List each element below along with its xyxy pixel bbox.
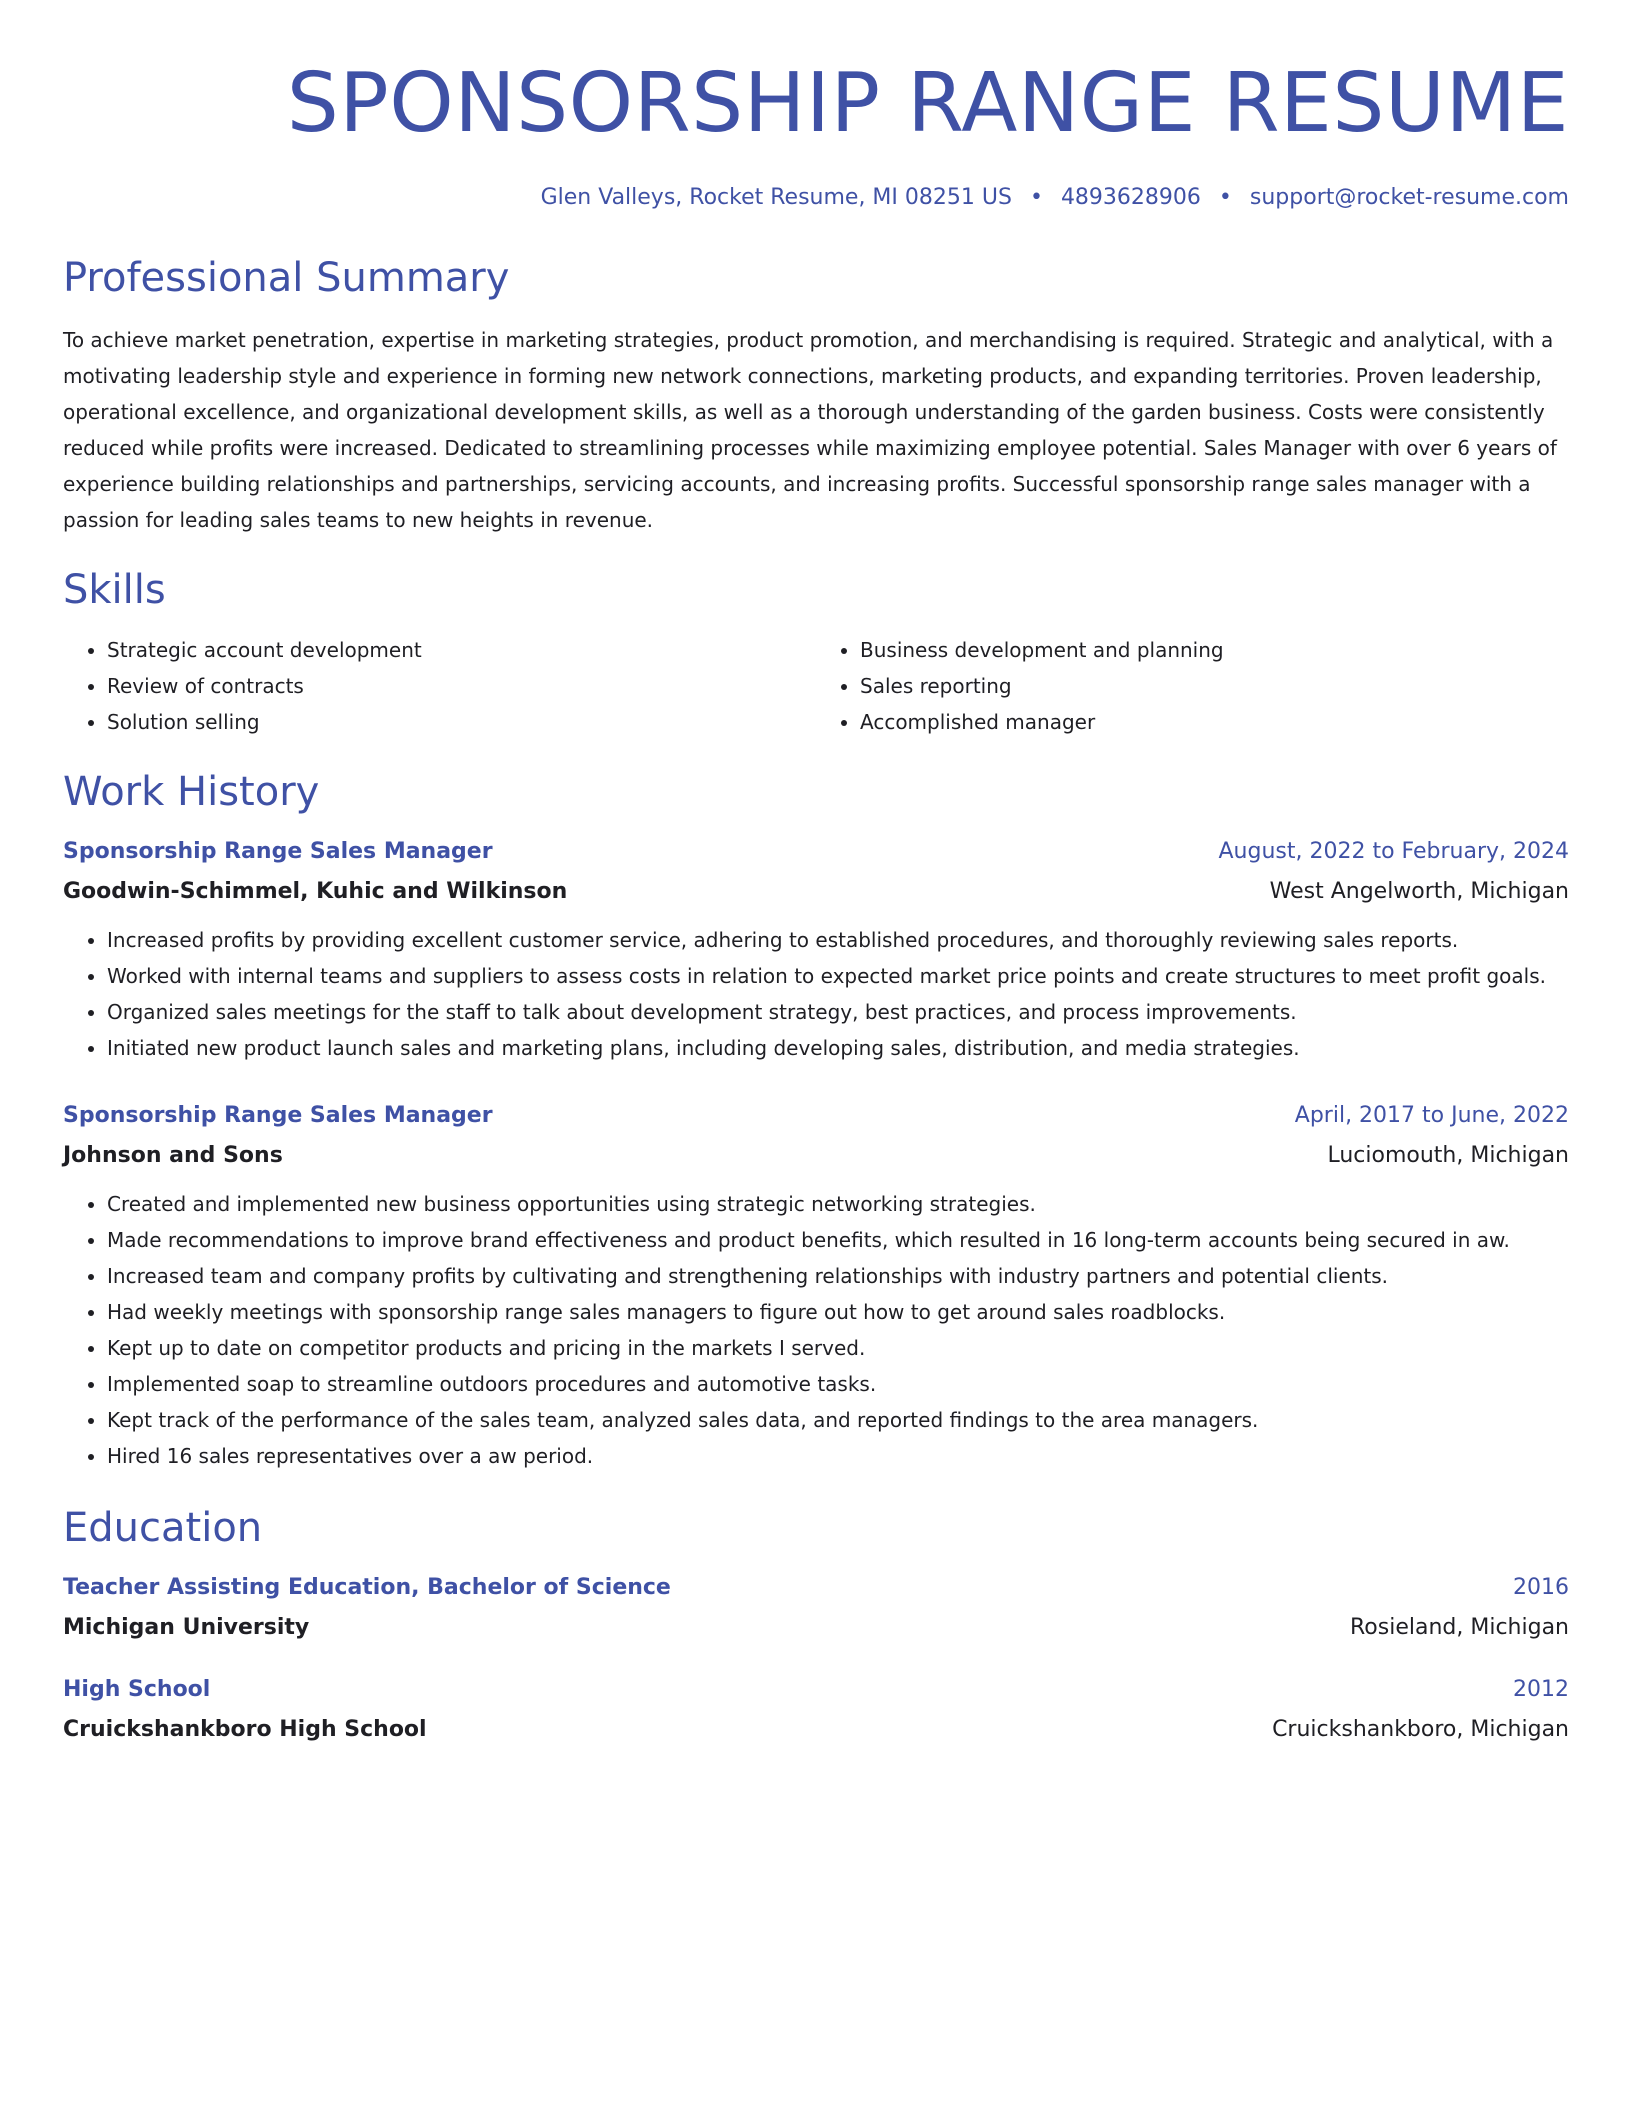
job-bullet: • Hired 16 sales representatives over a aw period. (107, 1438, 1569, 1474)
job-bullet: • Kept up to date on competitor products and pricing in the markets I served. (107, 1330, 1569, 1366)
education-entry (63, 1674, 1569, 1746)
skill-item: • Review of contracts (107, 668, 816, 704)
job-subheader (63, 868, 1569, 908)
job-role: Sponsorship Range Sales Manager (63, 1103, 493, 1128)
education-school: Cruickshankboro High School (63, 1717, 427, 1742)
job-bullets (63, 1186, 1569, 1474)
education-subheader (63, 1706, 1569, 1746)
skill-item: • Sales reporting (860, 668, 1569, 704)
job-bullet: • Created and implemented new business opportunities using strategic networking strategies. (107, 1186, 1569, 1222)
education-header (63, 1674, 1569, 1706)
education-header (63, 1572, 1569, 1604)
skills-column-right (816, 632, 1569, 740)
education-school: Michigan University (63, 1615, 310, 1640)
contact-email: support@rocket-resume.com (1249, 185, 1569, 210)
education-year: 2016 (1513, 1575, 1569, 1600)
job-bullet: • Had weekly meetings with sponsorship range sales managers to figure out how to get around sales roadblocks. (107, 1294, 1569, 1330)
education-heading: Education (63, 1505, 263, 1551)
education-degree: High School (63, 1677, 211, 1702)
job-dates: April, 2017 to June, 2022 (1294, 1103, 1569, 1128)
education-location: Cruickshankboro, Michigan (1272, 1717, 1569, 1742)
job-bullet: • Kept track of the performance of the sales team, analyzed sales data, and reported findings to the area managers. (107, 1402, 1569, 1438)
skill-item: • Business development and planning (860, 632, 1569, 668)
job-company: Johnson and Sons (63, 1143, 283, 1168)
job-bullet: • Implemented soap to streamline outdoors procedures and automotive tasks. (107, 1366, 1569, 1402)
job-subheader (63, 1132, 1569, 1172)
skill-item: • Strategic account development (107, 632, 816, 668)
education-subheader (63, 1604, 1569, 1644)
education-degree: Teacher Assisting Education, Bachelor of Science (63, 1575, 671, 1600)
summary-text: To achieve market penetration, expertise in marketing strategies, product promotion, and merchandising is required. Strategic and analytical, with a motivating leadership style and experience in forming new network connections, marketing products, and expanding territories. Proven leadership, operational excellence, and organizational development skills, as well as a thorough understanding of the garden business. Costs were consistently reduced while profits were increased. Dedicated to streamlining processes while maximizing employee potential. Sales Manager with over 6 years of experience building relationships and partnerships, servicing accounts, and increasing profits. Successful sponsorship range sales manager with a passion for leading sales teams to new heights in revenue. (63, 328, 1557, 532)
education-year: 2012 (1513, 1677, 1569, 1702)
job-bullets (63, 922, 1569, 1066)
job-location: Luciomouth, Michigan (1327, 1143, 1569, 1168)
job-entry (63, 1100, 1569, 1474)
job-bullet: • Organized sales meetings for the staff to talk about development strategy, best practices, and process improvements. (107, 994, 1569, 1030)
job-bullet: • Increased team and company profits by cultivating and strengthening relationships with industry partners and potential clients. (107, 1258, 1569, 1294)
skill-item: • Solution selling (107, 704, 816, 740)
skills-list (63, 632, 1569, 740)
skill-item: • Accomplished manager (860, 704, 1569, 740)
job-header (63, 836, 1569, 868)
contact-separator: • (1029, 185, 1043, 210)
job-dates: August, 2022 to February, 2024 (1218, 839, 1569, 864)
contact-line (63, 182, 1569, 214)
job-bullet: • Increased profits by providing excellent customer service, adhering to established procedures, and thoroughly reviewing sales reports. (107, 922, 1569, 958)
job-location: West Angelworth, Michigan (1269, 879, 1569, 904)
skills-column-left (63, 632, 816, 740)
education-entry (63, 1572, 1569, 1644)
resume-name: SPONSORSHIP RANGE RESUME (286, 56, 1569, 151)
contact-phone: 4893628906 (1060, 185, 1201, 210)
job-entry (63, 836, 1569, 1066)
contact-separator: • (1218, 185, 1232, 210)
job-bullet: • Initiated new product launch sales and marketing plans, including developing sales, distribution, and media strategies. (107, 1030, 1569, 1066)
job-header (63, 1100, 1569, 1132)
job-bullet: • Made recommendations to improve brand effectiveness and product benefits, which resulted in 16 long-term accounts being secured in aw. (107, 1222, 1569, 1258)
job-company: Goodwin-Schimmel, Kuhic and Wilkinson (63, 879, 568, 904)
contact-address: Glen Valleys, Rocket Resume, MI 08251 US (540, 185, 1012, 210)
summary-heading: Professional Summary (63, 255, 510, 301)
education-location: Rosieland, Michigan (1350, 1615, 1569, 1640)
skills-heading: Skills (63, 567, 166, 613)
work-history-heading: Work History (63, 769, 320, 815)
job-role: Sponsorship Range Sales Manager (63, 839, 493, 864)
job-bullet: • Worked with internal teams and suppliers to assess costs in relation to expected market price points and create structures to meet profit goals. (107, 958, 1569, 994)
